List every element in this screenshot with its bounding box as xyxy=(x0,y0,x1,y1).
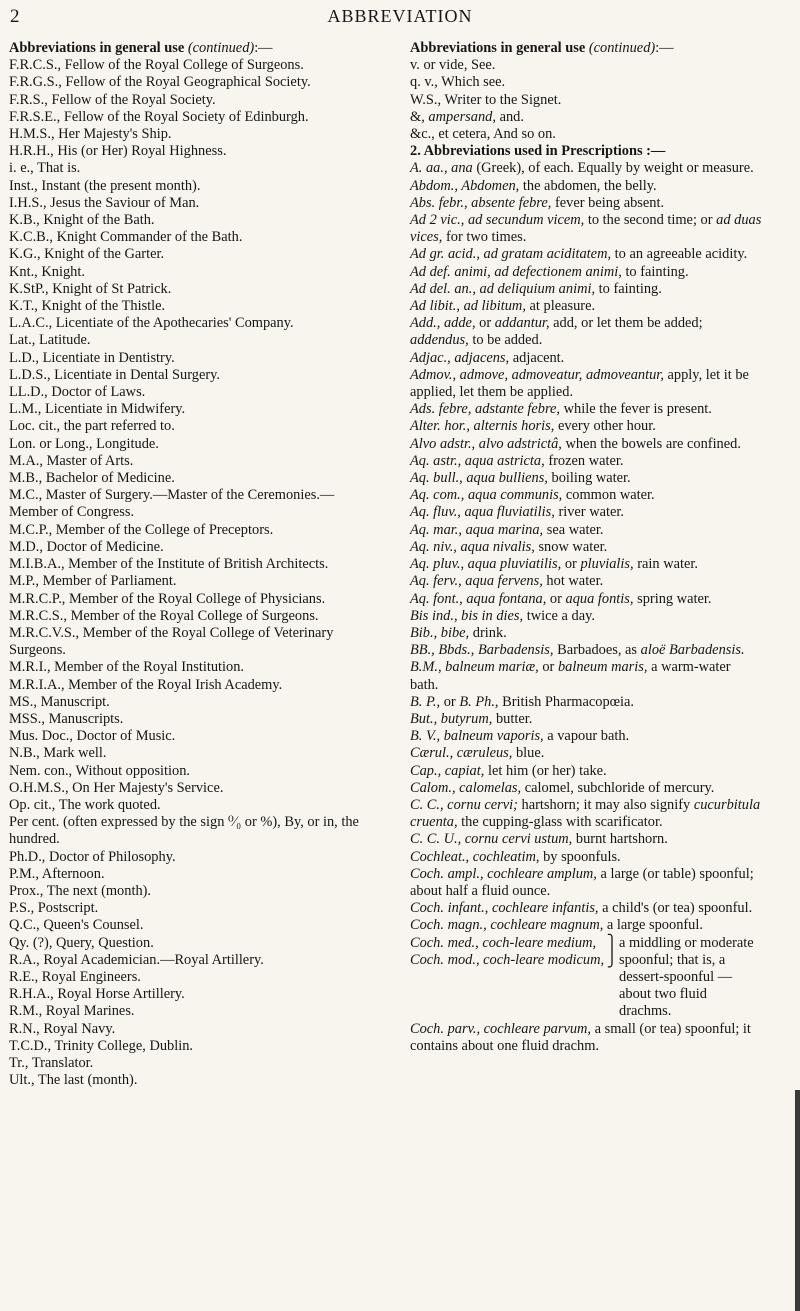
entry-abbr: pluvialis, xyxy=(580,556,634,573)
entry-def: or xyxy=(542,659,555,676)
list-item: Q.C., Queen's Counsel. xyxy=(9,917,144,934)
entry-abbr: Cochleat., cochleatim, xyxy=(410,848,540,865)
list-item: Knt., Knight. xyxy=(9,263,85,280)
heading-colon: :— xyxy=(655,40,674,56)
entry-def: or xyxy=(479,315,492,332)
list-item: P.M., Afternoon. xyxy=(9,865,105,882)
entry-abbr: ad duas vices, xyxy=(410,212,762,246)
list-item xyxy=(410,246,762,263)
entry-abbr: C. C. U., cornu cervi ustum, xyxy=(410,831,573,848)
list-item: v. or vide, See. xyxy=(410,57,496,74)
list-item xyxy=(410,315,762,349)
entry-abbr: Aq. bull., aqua bulliens, xyxy=(410,470,548,487)
list-item xyxy=(410,418,762,435)
entry-abbr: Aq. astr., aqua astricta, xyxy=(410,452,545,469)
list-item: Nem. con., Without opposition. xyxy=(9,762,191,779)
list-item: Loc. cit., the part referred to. xyxy=(9,418,175,435)
entry-def: hartshorn; it may also signify xyxy=(521,796,691,813)
section-heading xyxy=(9,40,361,57)
entry-def: a large (or table) spoonful; about half a fluid ounce. xyxy=(410,865,754,899)
heading-text: Abbreviations in general use xyxy=(9,40,185,56)
entry-def: hot water. xyxy=(546,573,604,590)
list-item: M.R.I., Member of the Royal Institution. xyxy=(9,659,245,676)
list-item: Lon. or Long., Longitude. xyxy=(9,435,159,452)
entry-def: blue. xyxy=(515,745,545,762)
list-item xyxy=(410,849,762,866)
entry-def: every other hour. xyxy=(557,418,656,435)
page-number: 2 xyxy=(10,6,20,27)
list-item: L.D.S., Licentiate in Dental Surgery. xyxy=(9,366,221,383)
subsection-heading: 2. Abbreviations used in Prescriptions :— xyxy=(410,143,666,160)
list-item: L.M., Licentiate in Midwifery. xyxy=(9,401,186,418)
heading-colon: :— xyxy=(254,40,273,56)
list-item: M.C.P., Member of the College of Preceptors. xyxy=(9,521,274,538)
entry-abbr: Ad gr. acid., ad gratam aciditatem, xyxy=(410,246,612,263)
entry-abbr: Cærul., cæruleus, xyxy=(410,745,513,762)
list-item xyxy=(410,556,762,573)
entry-abbr: Coch. ampl., cochleare amplum, xyxy=(410,865,597,882)
list-item: M.B., Bachelor of Medicine. xyxy=(9,470,175,487)
entry-def: or xyxy=(549,590,562,607)
entry-abbr: Aq. mar., aqua marina, xyxy=(410,521,544,538)
entry-abbr: addendus, xyxy=(410,332,469,349)
list-item: M.A., Master of Arts. xyxy=(9,452,134,469)
list-item: q. v., Which see. xyxy=(410,74,506,91)
entry-def: to be added. xyxy=(472,332,543,349)
list-item xyxy=(410,109,762,126)
list-item: M.R.C.V.S., Member of the Royal College of Veterinary Surgeons. xyxy=(9,624,334,659)
entry-def: to an agreeable acidity. xyxy=(614,246,748,263)
prescription-entry-list xyxy=(410,160,762,934)
list-item xyxy=(410,436,762,453)
list-item: M.R.I.A., Member of the Royal Irish Academy. xyxy=(9,676,283,693)
entry-abbr: Coch. parv., cochleare parvum, xyxy=(410,1020,592,1037)
entry-def: rain water. xyxy=(637,556,698,573)
entry-abbr: Aq. font., aqua fontana, xyxy=(410,590,547,607)
list-item: R.H.A., Royal Horse Artillery. xyxy=(9,986,185,1003)
entry-def: while the fever is present. xyxy=(563,401,712,418)
entry-abbr: C. C., cornu cervi; xyxy=(410,796,518,813)
entry-abbr: Abdom., Abdomen, xyxy=(410,177,520,194)
braced-abbreviations xyxy=(410,935,605,1021)
entry-def: boiling water. xyxy=(551,470,631,487)
entry-def: a child's (or tea) spoonful. xyxy=(602,900,753,917)
list-item: K.StP., Knight of St Patrick. xyxy=(9,280,172,297)
entry-abbr: A. aa., ana xyxy=(410,160,473,177)
list-item xyxy=(410,178,762,195)
list-item xyxy=(410,1021,762,1055)
entry-abbr: Ad libit., ad libitum, xyxy=(410,298,526,315)
list-item xyxy=(410,504,762,521)
entry-abbr: Cap., capiat, xyxy=(410,762,485,779)
list-item: F.R.C.S., Fellow of the Royal College of Surgeons. xyxy=(9,57,304,74)
entry-abbr: Aq. niv., aqua nivalis, xyxy=(410,538,535,555)
entry-abbr: B. P., xyxy=(410,693,441,710)
list-item: Tr., Translator. xyxy=(9,1054,94,1071)
entry-abbr: Ad del. an., ad deliquium animi, xyxy=(410,280,596,297)
list-item xyxy=(410,350,762,367)
entry-def: to fainting. xyxy=(625,263,689,280)
list-item xyxy=(410,591,762,608)
entry-abbr: Calom., calomelas, xyxy=(410,779,522,796)
entry-def: a vapour bath. xyxy=(547,728,630,745)
list-item: MSS., Manuscripts. xyxy=(9,710,124,727)
list-item: M.C., Master of Surgery.—Master of the Ceremonies.—Member of Congress. xyxy=(9,487,335,521)
heading-continued: (continued) xyxy=(588,40,656,56)
list-item xyxy=(410,694,762,711)
entry-abbr: Adjac., adjacens, xyxy=(410,349,510,366)
entry-abbr: Ad def. animi, ad defectionem animi, xyxy=(410,263,622,280)
entry-abbr: Add., adde, xyxy=(410,315,476,332)
entry-abbr: Bis ind., bis in dies, xyxy=(410,607,524,624)
braced-entry xyxy=(410,935,762,1021)
list-item xyxy=(410,453,762,470)
entry-def: twice a day. xyxy=(526,607,595,624)
braced-abbr: Coch. med., coch-leare medium, xyxy=(410,934,597,951)
entry-def: Barbadoes, as xyxy=(557,642,638,659)
entry-def: British Pharmacopœia. xyxy=(502,693,635,710)
entry-abbr: BB., Bbds., Barbadensis, xyxy=(410,642,554,659)
list-item xyxy=(410,728,762,745)
heading-text: Abbreviations in general use xyxy=(410,40,586,56)
list-item xyxy=(410,831,762,848)
list-item xyxy=(410,797,762,831)
list-item: F.R.S.E., Fellow of the Royal Society of Edinburgh. xyxy=(9,108,309,125)
list-item: K.G., Knight of the Garter. xyxy=(9,246,165,263)
entry-abbr: balneum maris, xyxy=(557,659,648,676)
entry-def: the cupping-glass with scarificator. xyxy=(461,814,663,831)
entry-def: a small (or tea) spoonful; it contains about one fluid drachm. xyxy=(410,1020,751,1054)
right-column xyxy=(410,40,762,1055)
entry-def: or xyxy=(564,556,577,573)
entry-abbr: cucurbitula cruenta, xyxy=(410,796,761,831)
entry-abbr: aqua fontis, xyxy=(565,590,634,607)
entry-def: butter. xyxy=(495,710,533,727)
list-item xyxy=(410,642,762,659)
entry-def: apply, let it be applied, let them be applied. xyxy=(410,366,749,401)
general-entry-list xyxy=(410,57,762,109)
list-item: N.B., Mark well. xyxy=(9,745,107,762)
list-item xyxy=(410,522,762,539)
list-item xyxy=(410,780,762,797)
list-item: I.H.S., Jesus the Saviour of Man. xyxy=(9,194,200,211)
list-item: K.C.B., Knight Commander of the Bath. xyxy=(9,229,243,246)
entry-def: for two times. xyxy=(445,229,527,246)
entry-def: let him (or her) take. xyxy=(487,762,607,779)
entry-abbr: aloë Barbadensis. xyxy=(640,642,745,659)
entry-abbr: Aq. pluv., aqua pluviatilis, xyxy=(410,556,562,573)
left-column xyxy=(9,40,361,1089)
list-item: M.R.C.S., Member of the Royal College of Surgeons. xyxy=(9,607,319,624)
list-item xyxy=(410,401,762,418)
entry-abbr: B. V., balneum vaporis, xyxy=(410,728,544,745)
list-item xyxy=(410,711,762,728)
entry-def: spring water. xyxy=(637,590,712,607)
braced-abbr: Coch. mod., coch-leare modicum, xyxy=(410,951,605,968)
entry-abbr: Aq. ferv., aqua fervens, xyxy=(410,573,543,590)
entry-def: or xyxy=(443,693,456,710)
list-item xyxy=(410,763,762,780)
list-item: L.A.C., Licentiate of the Apothecaries' Company. xyxy=(9,315,294,332)
list-item xyxy=(410,659,762,693)
entry-def: frozen water. xyxy=(548,452,624,469)
entry-def: common water. xyxy=(565,487,655,504)
list-item: R.M., Royal Marines. xyxy=(9,1003,135,1020)
list-item: MS., Manuscript. xyxy=(9,693,110,710)
list-item xyxy=(410,281,762,298)
entry-def: drink. xyxy=(472,624,507,641)
entry-abbr: Alvo adstr., alvo adstrictâ, xyxy=(410,435,562,452)
entry-abbr: Abs. febr., absente febre, xyxy=(410,194,552,211)
list-item: Qy. (?), Query, Question. xyxy=(9,934,154,951)
entry-def: snow water. xyxy=(538,538,608,555)
entry-abbr: Coch. magn., cochleare magnum, xyxy=(410,917,604,934)
entry-def: and. xyxy=(499,108,524,125)
brace-glyph: ⎫ ⎭ xyxy=(606,934,618,968)
list-item xyxy=(410,866,762,900)
list-item xyxy=(410,917,762,934)
entry-def: to the second time; or xyxy=(587,212,713,229)
section-heading xyxy=(410,40,762,57)
entry-def: (Greek), of each. Equally by weight or measure. xyxy=(476,160,754,177)
list-item xyxy=(410,573,762,590)
list-item: i. e., That is. xyxy=(9,160,81,177)
list-item: R.A., Royal Academician.—Royal Artillery. xyxy=(9,951,264,968)
list-item: M.R.C.P., Member of the Royal College of Physicians. xyxy=(9,590,326,607)
list-item: M.P., Member of Parliament. xyxy=(9,573,177,590)
left-entry-list xyxy=(9,57,361,1089)
entry-abbr: addantur, xyxy=(494,315,550,332)
entry-def: a warm-water bath. xyxy=(410,659,731,693)
entry-def: by spoonfuls. xyxy=(543,848,621,865)
list-item xyxy=(410,539,762,556)
list-item xyxy=(410,900,762,917)
braced-definition: a middling or moderate spoonful; that is, a dessert-spoonful — about two fluid drachms. xyxy=(619,934,754,1020)
list-item: Inst., Instant (the present month). xyxy=(9,177,201,194)
entry-abbr: B.M., balneum mariæ, xyxy=(410,659,539,676)
list-item xyxy=(410,298,762,315)
entry-abbr: Ad 2 vic., ad secundum vicem, xyxy=(410,212,585,229)
entry-abbr: Alter. hor., alternis horis, xyxy=(410,418,555,435)
entry-abbr: Aq. fluv., aqua fluviatilis, xyxy=(410,504,555,521)
list-item: Mus. Doc., Doctor of Music. xyxy=(9,728,176,745)
list-item: F.R.G.S., Fellow of the Royal Geographical Society. xyxy=(9,74,311,91)
entry-def: calomel, subchloride of mercury. xyxy=(524,779,715,796)
list-item: Op. cit., The work quoted. xyxy=(9,796,161,813)
entry-def: burnt hartshorn. xyxy=(575,831,668,848)
list-item xyxy=(410,195,762,212)
entry-abbr: B. Ph., xyxy=(459,693,499,710)
entry-abbr: But., butyrum, xyxy=(410,710,493,727)
entry-def: when the bowels are confined. xyxy=(565,435,741,452)
list-item xyxy=(410,264,762,281)
list-item xyxy=(410,470,762,487)
entry-abbr: Bib., bibe, xyxy=(410,624,470,641)
list-item: L.D., Licentiate in Dentistry. xyxy=(9,349,175,366)
list-item xyxy=(410,160,762,177)
entry-abbr: Coch. infant., cochleare infantis, xyxy=(410,900,599,917)
list-item: P.S., Postscript. xyxy=(9,900,99,917)
list-item: F.R.S., Fellow of the Royal Society. xyxy=(9,91,216,108)
running-head: ABBREVIATION xyxy=(327,6,473,26)
entry-abbr: &, xyxy=(410,108,425,125)
list-item: K.T., Knight of the Thistle. xyxy=(9,298,166,315)
list-item xyxy=(410,212,762,246)
list-item xyxy=(410,745,762,762)
list-item: M.I.B.A., Member of the Institute of British Architects. xyxy=(9,556,329,573)
entry-abbr: Ads. febre, adstante febre, xyxy=(410,401,561,418)
entry-abbr: Aq. com., aqua communis, xyxy=(410,487,563,504)
entry-def: add, or let them be added; xyxy=(553,315,703,332)
list-item: T.C.D., Trinity College, Dublin. xyxy=(9,1037,194,1054)
list-item xyxy=(410,625,762,642)
list-item: K.B., Knight of the Bath. xyxy=(9,212,155,229)
list-item xyxy=(410,487,762,504)
entry-def: to fainting. xyxy=(598,280,662,297)
list-item: Ult., The last (month). xyxy=(9,1072,138,1089)
list-item: Per cent. (often expressed by the sign ⁰⁄₀ or %), By, or in, the hundred. xyxy=(9,814,359,848)
entry-term: ampersand, xyxy=(428,108,496,125)
list-item: H.R.H., His (or Her) Royal Highness. xyxy=(9,143,227,160)
entry-def: a large spoonful. xyxy=(606,917,703,934)
page-edge-shadow xyxy=(795,1090,800,1311)
list-item: Prox., The next (month). xyxy=(9,882,152,899)
list-item: O.H.M.S., On Her Majesty's Service. xyxy=(9,779,224,796)
entry-abbr: Admov., admove, admoveatur, admoveantur, xyxy=(410,366,664,383)
list-item xyxy=(410,367,762,401)
list-item: Ph.D., Doctor of Philosophy. xyxy=(9,848,176,865)
list-item: &c., et cetera, And so on. xyxy=(410,126,556,143)
entry-def: fever being absent. xyxy=(554,194,665,211)
list-item: W.S., Writer to the Signet. xyxy=(410,91,562,108)
entry-def: river water. xyxy=(558,504,624,521)
list-item: R.N., Royal Navy. xyxy=(9,1020,116,1037)
list-item: R.E., Royal Engineers. xyxy=(9,968,141,985)
list-item: H.M.S., Her Majesty's Ship. xyxy=(9,126,172,143)
entry-def: adjacent. xyxy=(512,349,565,366)
list-item xyxy=(410,608,762,625)
entry-def: sea water. xyxy=(546,521,604,538)
heading-continued: (continued) xyxy=(187,40,255,56)
entry-def: at pleasure. xyxy=(529,298,596,315)
entry-def: the abdomen, the belly. xyxy=(522,177,657,194)
list-item: Lat., Latitude. xyxy=(9,332,91,349)
list-item: M.D., Doctor of Medicine. xyxy=(9,538,164,555)
list-item: LL.D., Doctor of Laws. xyxy=(9,384,146,401)
